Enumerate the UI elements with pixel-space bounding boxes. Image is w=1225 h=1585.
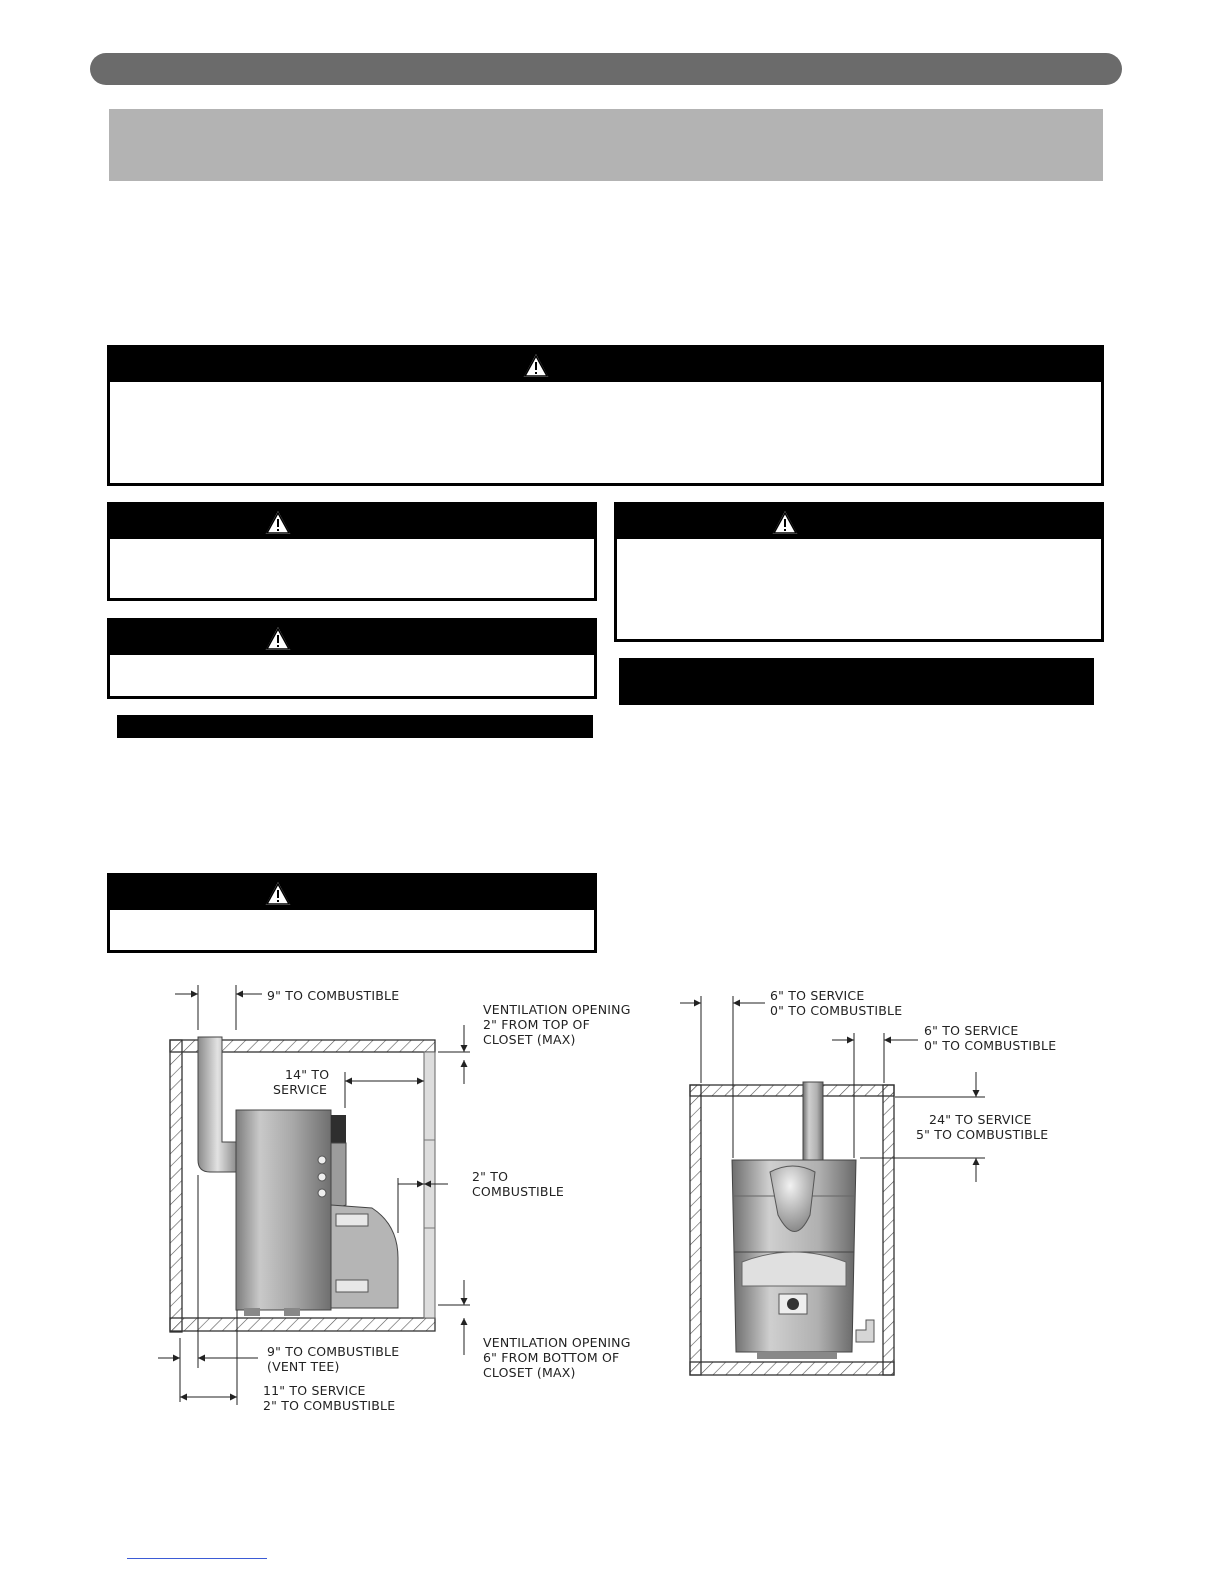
footer-link-underline <box>127 1558 267 1559</box>
label-vent-opening-bottom-2: 6" FROM BOTTOM OF <box>483 1350 620 1365</box>
warning-triangle-icon <box>262 507 294 537</box>
label-vent-opening-top-2: 2" FROM TOP OF <box>483 1017 590 1032</box>
warning-box-left-1 <box>107 502 597 601</box>
label-front-combustible-1: 2" TO <box>472 1169 509 1184</box>
warning-box-right-1 <box>614 502 1104 642</box>
label-front-service-2: SERVICE <box>273 1082 328 1097</box>
warning-box-main <box>107 345 1104 486</box>
label-front-combustible-2: COMBUSTIBLE <box>472 1184 564 1199</box>
warning-triangle-icon <box>520 350 552 380</box>
label-right-side-1: 6" TO SERVICE <box>924 1023 1019 1038</box>
label-vent-tee-2: (VENT TEE) <box>267 1359 340 1374</box>
label-rear-2: 2" TO COMBUSTIBLE <box>263 1398 396 1413</box>
label-vent-tee-1: 9" TO COMBUSTIBLE <box>267 1344 400 1359</box>
label-left-side-1: 6" TO SERVICE <box>770 988 865 1003</box>
top-header-bar <box>90 53 1122 85</box>
label-front-service-1: 14" TO <box>285 1067 330 1082</box>
right-section-bar <box>619 658 1094 705</box>
label-vent-opening-bottom-1: VENTILATION OPENING <box>483 1335 631 1350</box>
warning-triangle-icon <box>769 507 801 537</box>
warning-header <box>110 348 1101 382</box>
warning-box-left-2 <box>107 618 597 699</box>
warning-header <box>110 876 594 910</box>
warning-header <box>110 621 594 655</box>
warning-box-left-3 <box>107 873 597 953</box>
label-top-2: 5" TO COMBUSTIBLE <box>916 1127 1049 1142</box>
warning-triangle-icon <box>262 878 294 908</box>
label-right-side-2: 0" TO COMBUSTIBLE <box>924 1038 1057 1053</box>
label-top-1: 24" TO SERVICE <box>929 1112 1032 1127</box>
label-left-side-2: 0" TO COMBUSTIBLE <box>770 1003 903 1018</box>
warning-header <box>110 505 594 539</box>
left-section-bar <box>117 715 593 738</box>
warning-header <box>617 505 1101 539</box>
label-vent-top-combustible: 9" TO COMBUSTIBLE <box>267 988 400 1003</box>
label-vent-opening-bottom-3: CLOSET (MAX) <box>483 1365 576 1380</box>
section-title-band <box>109 109 1103 181</box>
label-vent-opening-top-1: VENTILATION OPENING <box>483 1002 631 1017</box>
warning-triangle-icon <box>262 623 294 653</box>
label-rear-1: 11" TO SERVICE <box>263 1383 366 1398</box>
label-vent-opening-top-3: CLOSET (MAX) <box>483 1032 576 1047</box>
